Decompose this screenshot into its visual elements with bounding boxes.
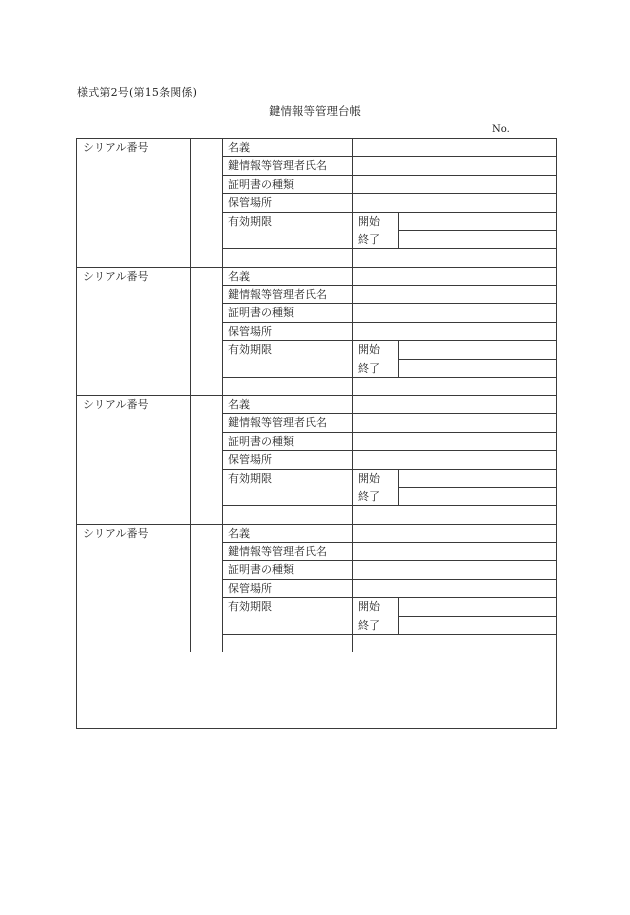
serial-number-label: シリアル番号 [83, 269, 149, 283]
serial-number-label: シリアル番号 [83, 526, 149, 540]
field-label: 名義 [228, 526, 250, 540]
validity-row-divider [398, 616, 556, 617]
field-row-divider [222, 469, 556, 470]
field-label: 鍵情報等管理者氏名 [228, 287, 327, 301]
table-border-left [76, 138, 77, 728]
validity-end-label: 終了 [358, 361, 380, 375]
field-label: 名義 [228, 398, 250, 411]
record-column-divider [190, 138, 191, 267]
field-row-divider [222, 377, 556, 378]
field-label: 有効期限 [228, 343, 272, 357]
record-column-divider [190, 395, 191, 524]
validity-column-divider [398, 597, 399, 634]
serial-number-label: シリアル番号 [83, 141, 149, 154]
validity-row-divider [398, 359, 556, 360]
field-label: 有効期限 [228, 214, 272, 228]
field-label: 鍵情報等管理者氏名 [228, 159, 327, 173]
field-row-divider [222, 597, 556, 598]
field-label: 鍵情報等管理者氏名 [228, 416, 327, 430]
field-label: 保管場所 [228, 581, 272, 595]
field-row-divider [222, 212, 556, 213]
field-label: 証明書の種類 [228, 434, 294, 448]
field-label: 有効期限 [228, 471, 272, 485]
document-title: 鍵情報等管理台帳 [269, 104, 361, 118]
validity-start-label: 開始 [358, 600, 380, 614]
validity-row-divider [398, 230, 556, 231]
field-label: 証明書の種類 [228, 563, 294, 577]
key-management-ledger-table [76, 138, 556, 728]
field-label: 保管場所 [228, 196, 272, 210]
validity-column-divider [398, 212, 399, 249]
validity-end-label: 終了 [358, 618, 380, 632]
field-label: 名義 [228, 269, 250, 283]
table-border-bottom [76, 728, 557, 729]
field-label: 証明書の種類 [228, 177, 294, 191]
field-label: 保管場所 [228, 324, 272, 338]
validity-start-label: 開始 [358, 471, 380, 485]
field-row-divider [222, 248, 556, 249]
validity-column-divider [398, 469, 399, 506]
record-column-divider [190, 267, 191, 396]
form-number-label: 様式第2号(第15条関係) [77, 86, 198, 99]
field-label: 名義 [228, 141, 250, 154]
field-label: 保管場所 [228, 453, 272, 467]
table-border-right [556, 138, 557, 728]
field-row-divider [222, 340, 556, 341]
field-row-divider [222, 505, 556, 506]
document-number-label: No. [492, 124, 510, 135]
validity-column-divider [398, 340, 399, 377]
validity-start-label: 開始 [358, 343, 380, 357]
validity-end-label: 終了 [358, 233, 380, 246]
record-column-divider [190, 524, 191, 653]
validity-end-label: 終了 [358, 490, 380, 503]
field-label: 有効期限 [228, 600, 272, 614]
validity-row-divider [398, 487, 556, 488]
remarks-area [77, 653, 556, 728]
field-row-divider [222, 634, 556, 635]
serial-number-label: シリアル番号 [83, 398, 149, 411]
field-label: 鍵情報等管理者氏名 [228, 544, 327, 558]
field-label: 証明書の種類 [228, 306, 294, 320]
validity-start-label: 開始 [358, 214, 380, 228]
